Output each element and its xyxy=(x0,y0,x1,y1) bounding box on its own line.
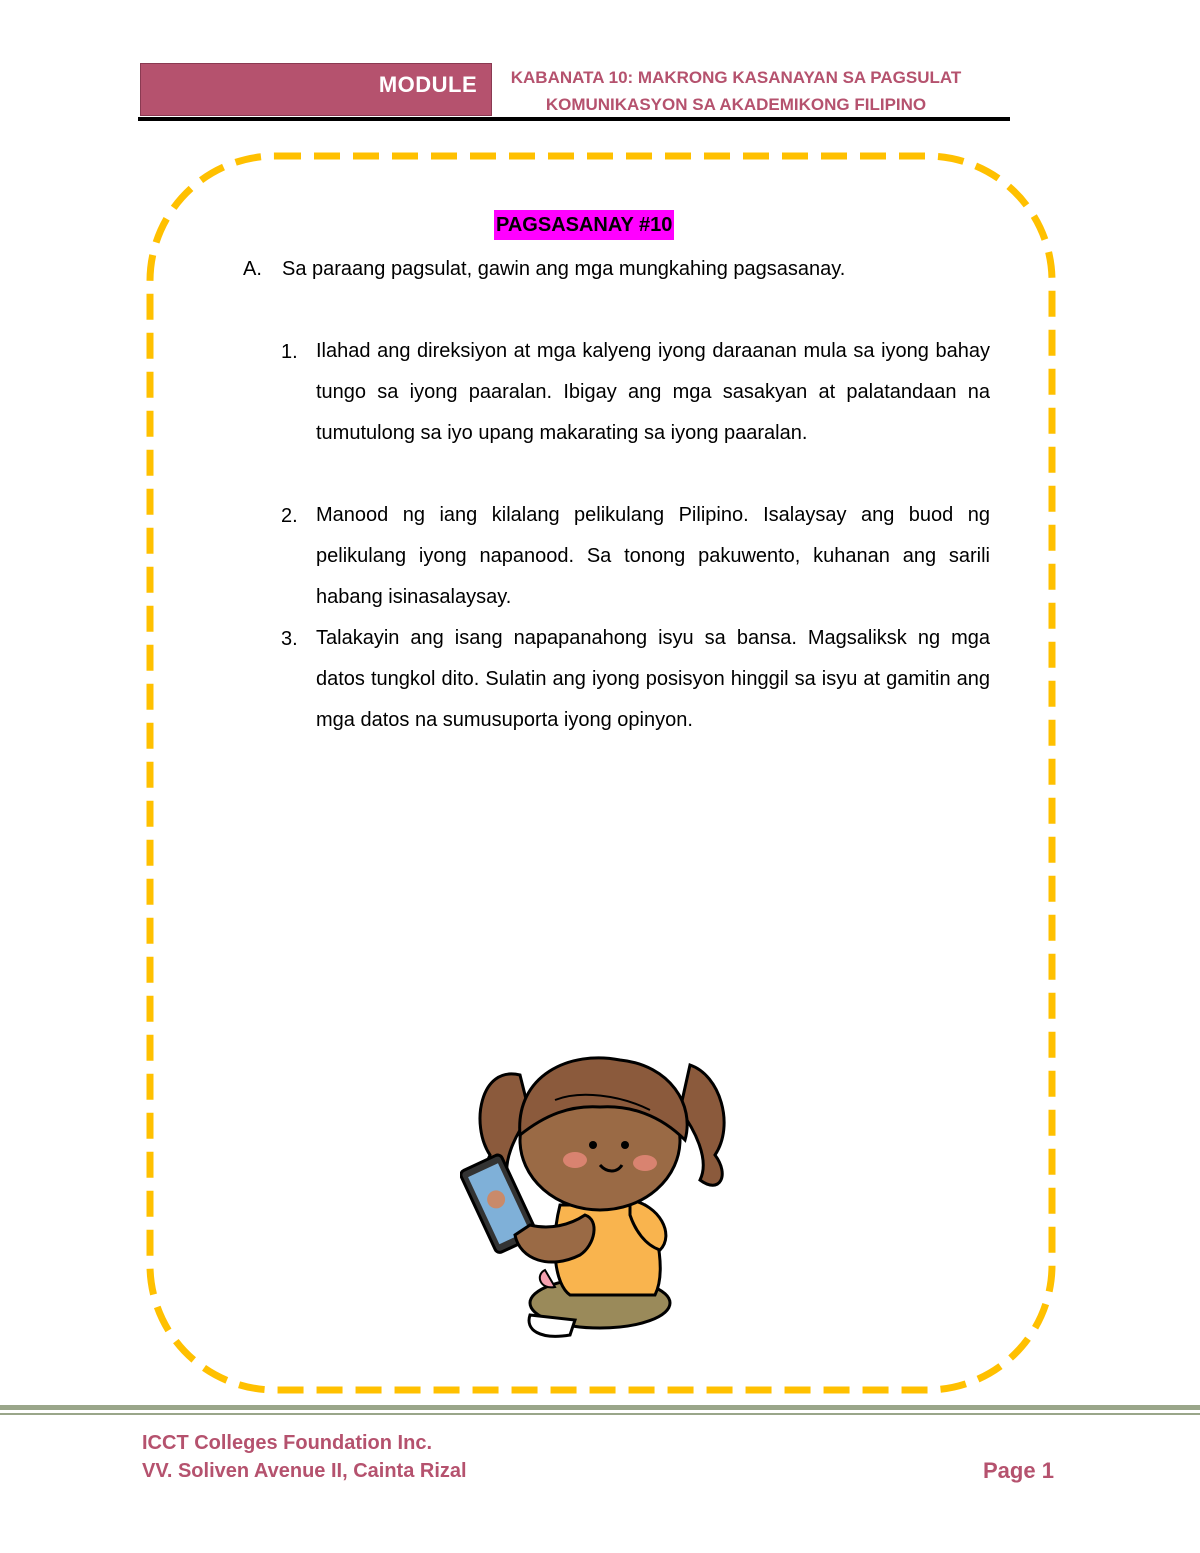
instruction-letter: A. xyxy=(243,258,262,280)
instruction-text: Sa paraang pagsulat, gawin ang mga mungkahing pagsasanay. xyxy=(282,258,846,280)
footer-institution: ICCT Colleges Foundation Inc. xyxy=(142,1432,432,1454)
page-number: Page 1 xyxy=(983,1458,1054,1483)
exercise-title: PAGSASANAY #10 xyxy=(494,210,674,240)
item-text: Ilahad ang direksiyon at mga kalyeng iyong daraanan mula sa iyong bahay tungo sa iyong paaralan. Ibigay ang mga sasakyan at palatandaan na tumutulong sa iyo upang makarating sa iyong paaralan. xyxy=(316,340,990,444)
chapter-title: KABANATA 10: MAKRONG KASANAYAN SA PAGSULAT xyxy=(510,68,962,87)
item-number: 2. xyxy=(281,505,298,527)
item-number: 3. xyxy=(281,628,298,650)
course-title: KOMUNIKASYON SA AKADEMIKONG FILIPINO xyxy=(545,95,927,114)
item-number: 1. xyxy=(281,341,298,363)
item-text: Manood ng iang kilalang pelikulang Pilipino. Isalaysay ang buod ng pelikulang iyong napanood. Sa tonong pakuwento, kuhanan ang sarili habang isinasalaysay. xyxy=(316,504,990,608)
footer-divider xyxy=(0,1405,1200,1410)
girl-with-tablet-illustration xyxy=(460,1045,740,1350)
item-text: Talakayin ang isang napapanahong isyu sa bansa. Magsaliksk ng mga datos tungkol dito. Sulatin ang iyong posisyon hinggil sa isyu at gamitin ang mga datos na sumusuporta iyong opinyon. xyxy=(316,627,990,731)
footer-divider-thin xyxy=(0,1413,1200,1415)
module-label: MODULE xyxy=(378,72,478,97)
footer-address: VV. Soliven Avenue II, Cainta Rizal xyxy=(142,1460,467,1482)
